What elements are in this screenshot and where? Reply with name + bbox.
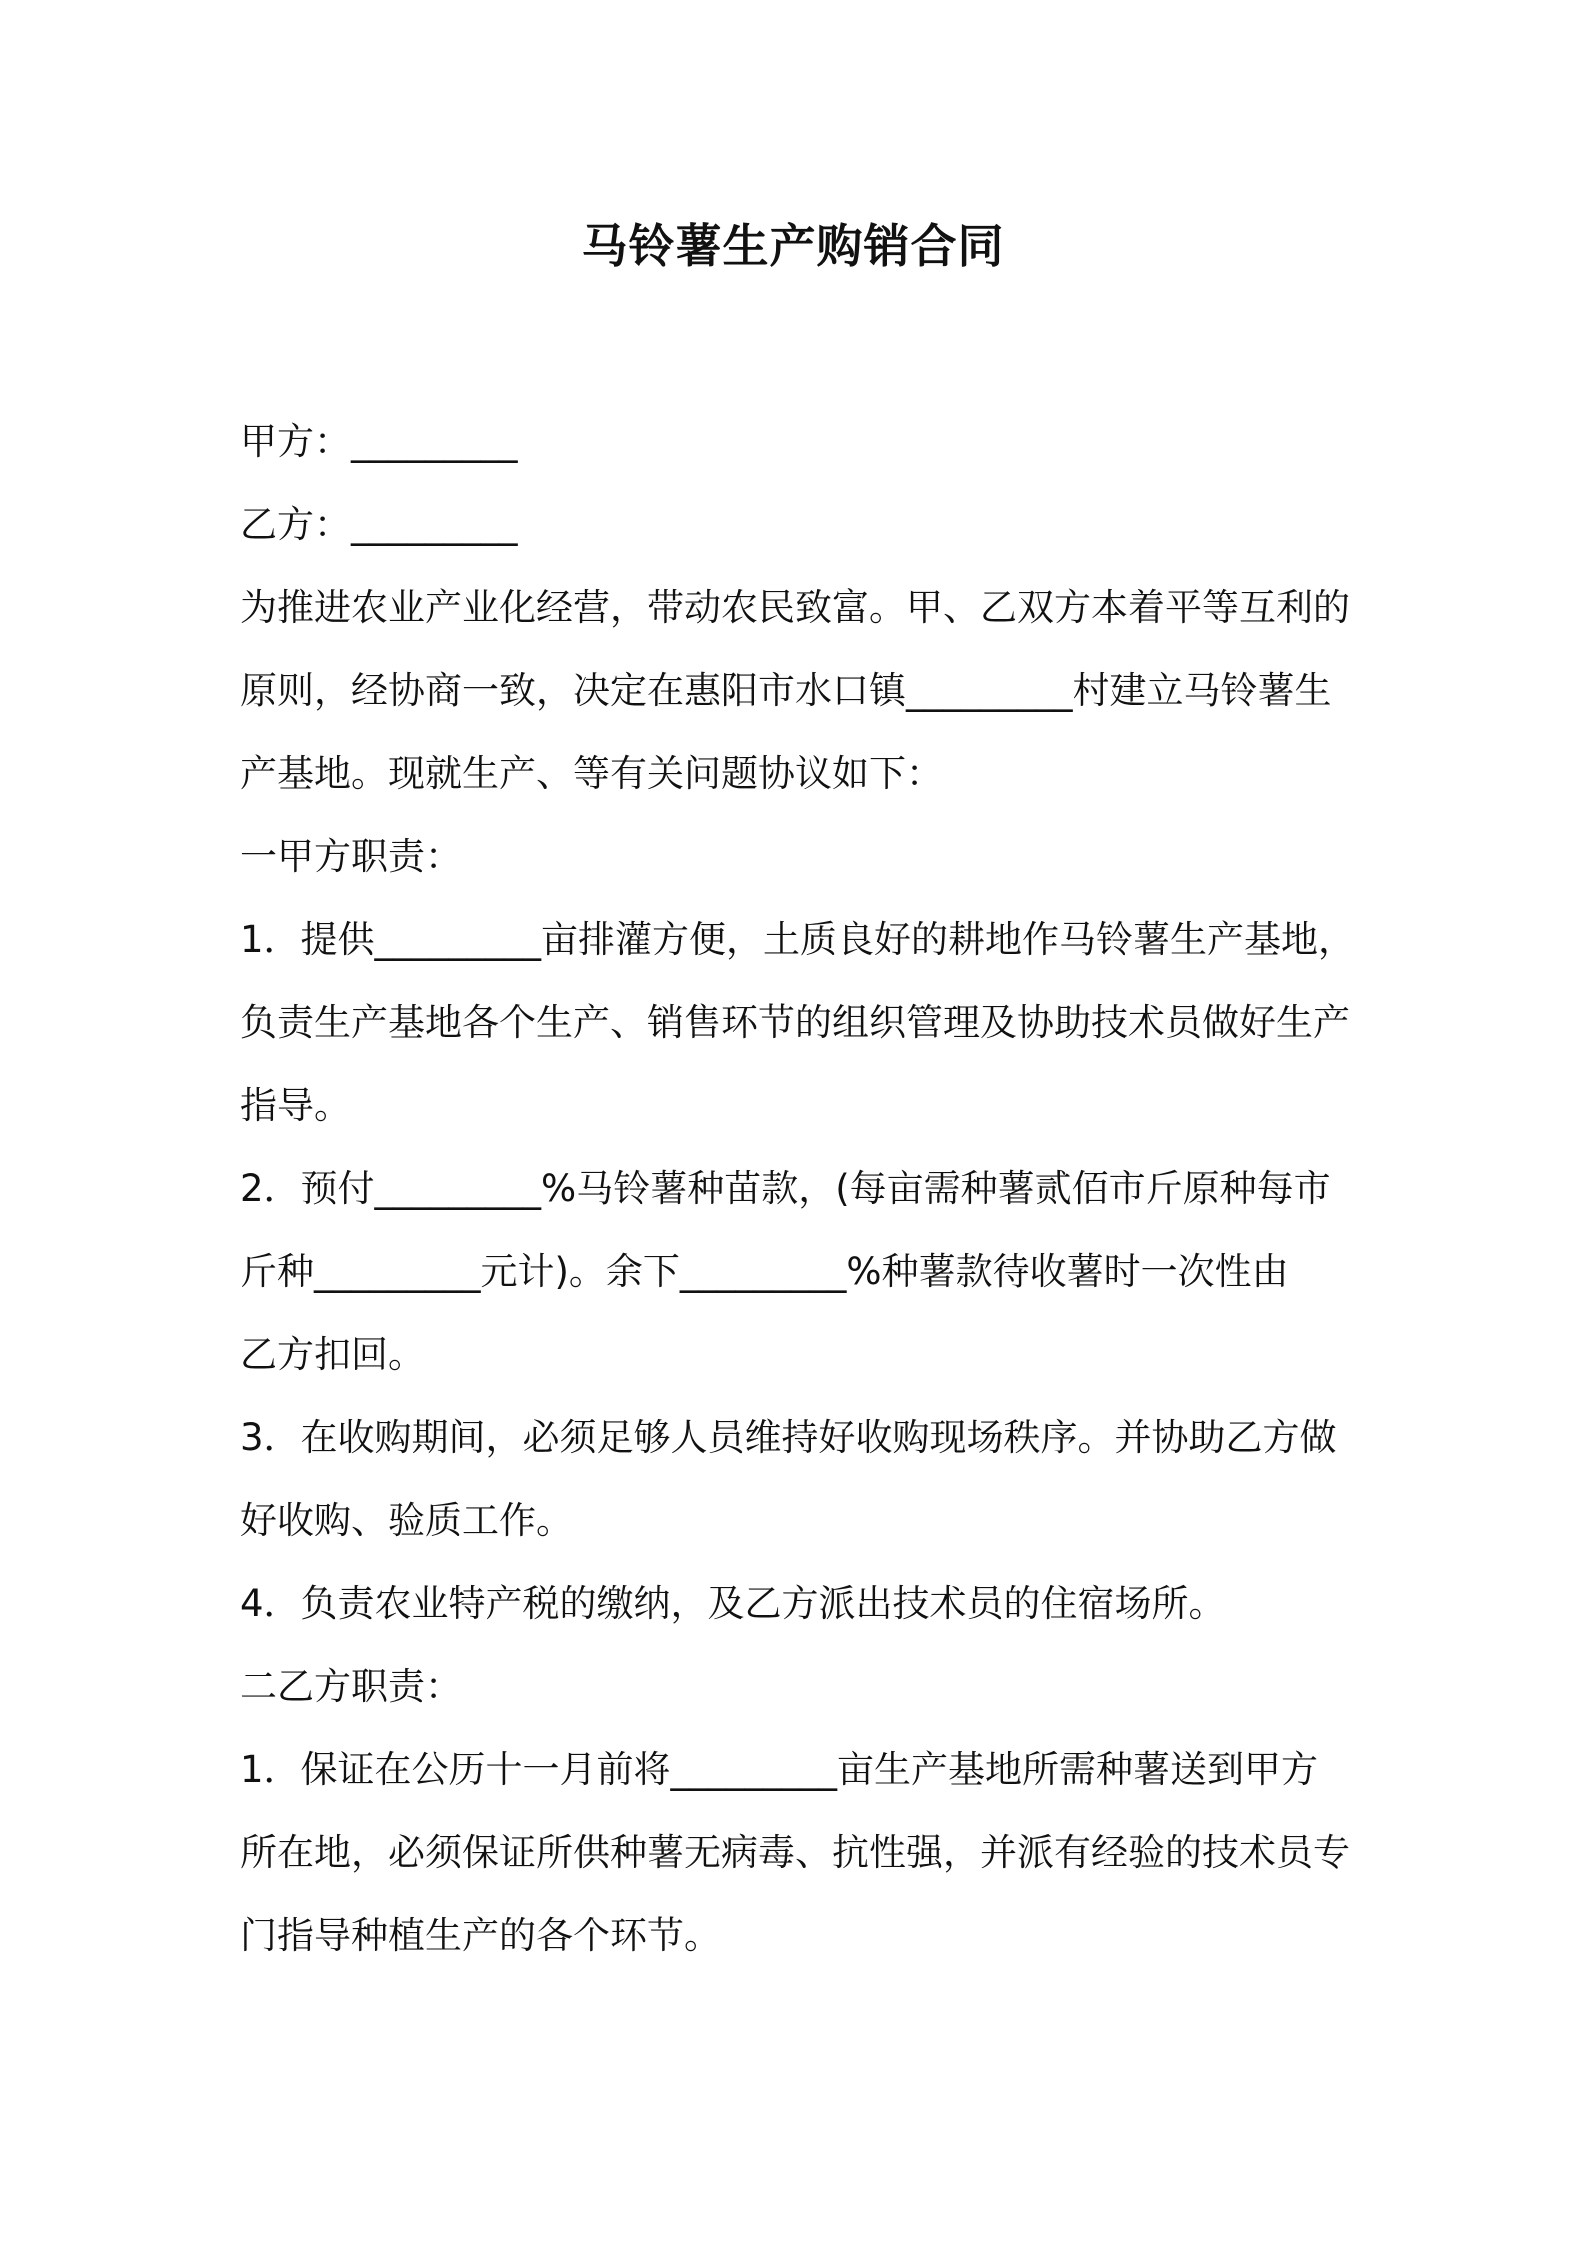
clause-line: 2．预付_________%马铃薯种苗款，(每亩需种薯贰佰市斤原种每市: [240, 1167, 1331, 1210]
clause-line: 乙方扣回。: [240, 1333, 425, 1376]
clause-line: 斤种_________元计)。余下_________%种薯款待收薯时一次性由: [240, 1250, 1289, 1293]
document-title: 马铃薯生产购销合同: [581, 219, 1005, 273]
section-heading-party-b: 二乙方职责：: [240, 1665, 462, 1708]
clause-line: 1．提供_________亩排灌方便，土质良好的耕地作马铃薯生产基地，: [240, 918, 1356, 961]
clause-line: 所在地，必须保证所供种薯无病毒、抗性强，并派有经验的技术员专: [240, 1831, 1350, 1874]
preamble-line: 为推进农业产业化经营，带动农民致富。甲、乙双方本着平等互利的: [240, 586, 1350, 629]
preamble-line: 原则，经协商一致，决定在惠阳市水口镇_________村建立马铃薯生: [240, 669, 1332, 712]
clause-line: 好收购、验质工作。: [240, 1499, 573, 1542]
clause-line: 1．保证在公历十一月前将_________亩生产基地所需种薯送到甲方: [240, 1748, 1319, 1791]
clause-line: 负责生产基地各个生产、销售环节的组织管理及协助技术员做好生产: [240, 1001, 1350, 1044]
document-body: [240, 400, 1360, 1977]
party-a-line: 甲方：_________: [240, 420, 518, 463]
clause-line: 门指导种植生产的各个环节。: [240, 1914, 721, 1957]
clause-line: 指导。: [240, 1084, 351, 1127]
party-b-line: 乙方：_________: [240, 503, 518, 546]
section-heading-party-a: 一甲方职责：: [240, 835, 462, 878]
clause-line: 3．在收购期间，必须足够人员维持好收购现场秩序。并协助乙方做: [240, 1416, 1337, 1459]
clause-line: 4．负责农业特产税的缴纳，及乙方派出技术员的住宿场所。: [240, 1582, 1226, 1625]
preamble-line: 产基地。现就生产、等有关问题协议如下：: [240, 752, 943, 795]
